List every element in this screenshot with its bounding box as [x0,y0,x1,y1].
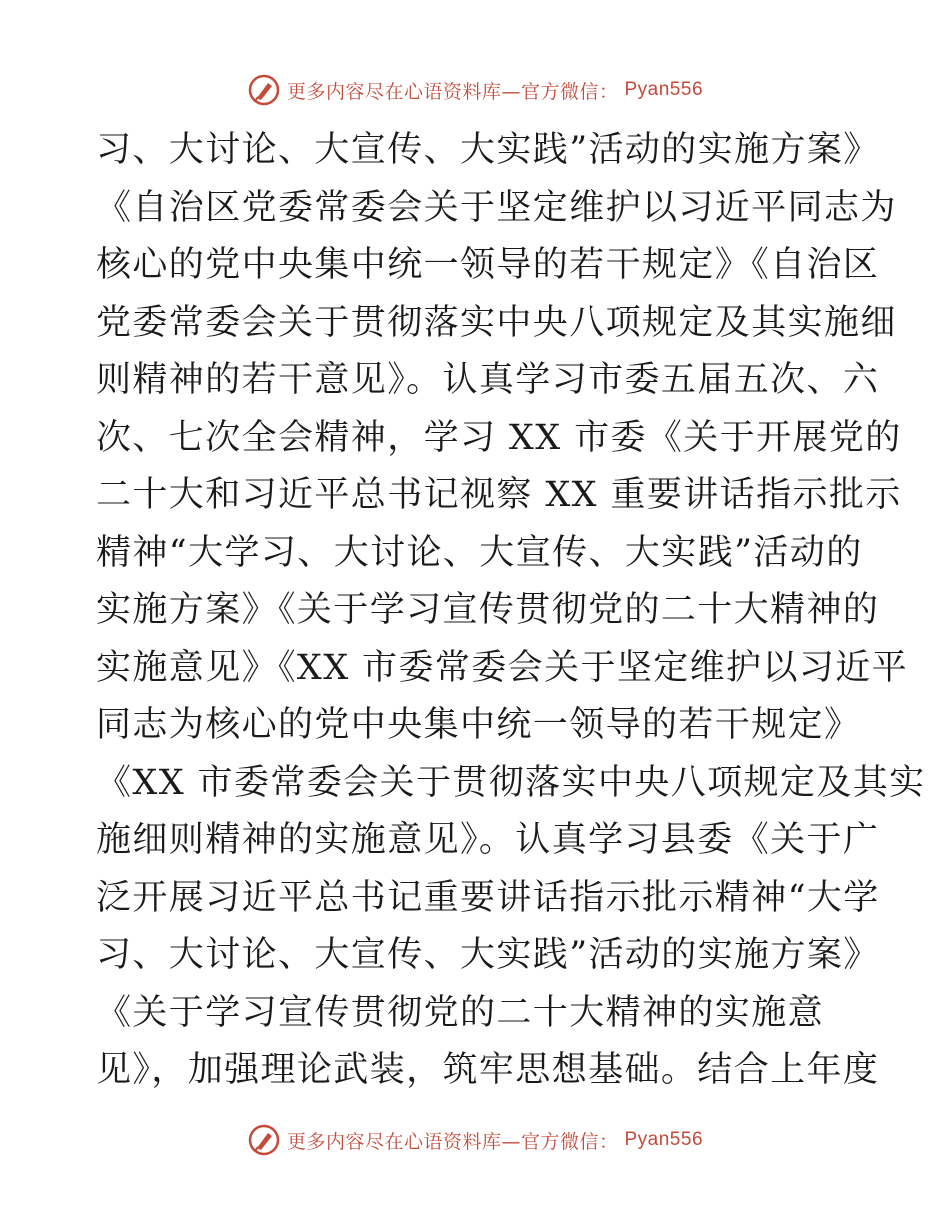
text-line: 《自治区党委常委会关于坚定维护以习近平同志为 [96,187,897,228]
text-line: 泛开展习近平总书记重要讲话指示批示精神“大学 [96,877,880,918]
text-line: 习、大讨论、大宣传、大实践”活动的实施方案》 [96,130,880,170]
pen-nib-logo-icon [247,1123,281,1157]
text-line: 实施方案》《关于学习宣传贯彻党的二十大精神的 [96,590,880,630]
text-line: 二十大和习近平总书记视察 XX 重要讲话指示批示 [96,475,902,515]
text-line: 则精神的若干意见》。认真学习市委五届五次、六 [96,360,880,400]
text-line: 《关于学习宣传贯彻党的二十大精神的实施意 [96,992,825,1033]
watermark-header [0,70,950,110]
document-body [96,122,926,1100]
watermark-footer [0,1120,950,1160]
text-line: 施细则精神的实施意见》。认真学习县委《关于广 [96,820,880,860]
text-line: 核心的党中央集中统一领导的若干规定》《自治区 [96,245,880,285]
pen-nib-logo-icon [247,73,281,107]
text-line: 精神“大学习、大讨论、大宣传、大实践”活动的 [96,532,863,573]
watermark-handle: Pyan556 [624,1129,704,1150]
watermark-text: 更多内容尽在心语资料库—官方微信： [286,1130,619,1153]
text-line: 实施意见》《XX 市委常委会关于坚定维护以习近平 [96,647,909,688]
watermark-handle: Pyan556 [624,79,704,100]
text-line: 见》，加强理论武装，筑牢思想基础。结合上年度 [96,1050,880,1090]
text-line: 党委常委会关于贯彻落实中央八项规定及其实施细 [96,302,897,343]
text-line: 次、七次全会精神，学习 XX 市委《关于开展党的 [96,417,902,458]
text-line: 《XX 市委常委会关于贯彻落实中央八项规定及其实 [96,762,926,803]
text-line: 习、大讨论、大宣传、大实践”活动的实施方案》 [96,935,880,975]
watermark-text: 更多内容尽在心语资料库—官方微信： [286,80,619,103]
text-line: 同志为核心的党中央集中统一领导的若干规定》 [96,705,861,745]
